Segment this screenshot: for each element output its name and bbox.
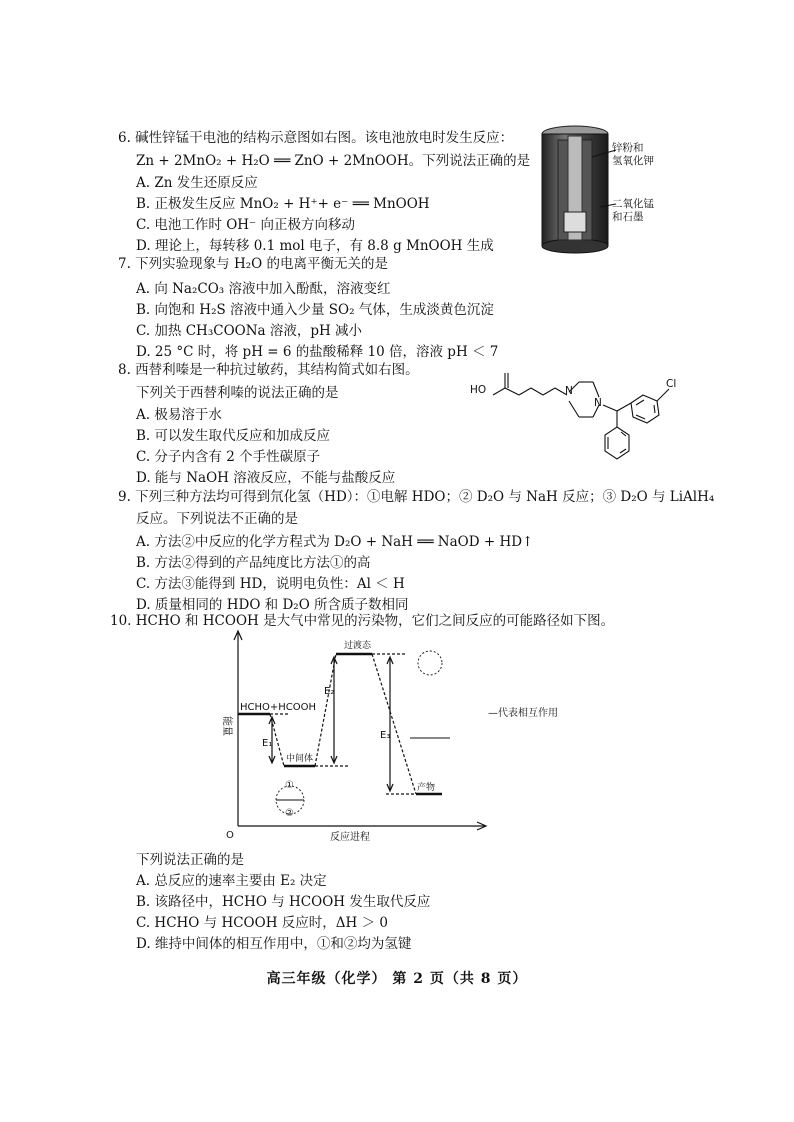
structure-label-n1: N: [565, 385, 573, 397]
product-label: 产物: [417, 783, 436, 793]
q9-option-b: B. 方法②得到的产品纯度比方法①的高: [136, 555, 371, 571]
q8-stem-line2: 下列关于西替利嗪的说法正确的是: [136, 385, 339, 401]
q8-option-c: C. 分子内含有 2 个手性碳原子: [136, 449, 321, 465]
intermediate-label: 中间体: [286, 754, 314, 764]
structure-label-n2: N: [594, 397, 602, 409]
q6-stem-line1: 6. 碱性锌锰干电池的结构示意图如右图。该电池放电时发生反应：: [118, 130, 514, 146]
q9-option-d: D. 质量相同的 HDO 和 D₂O 所含质子数相同: [136, 597, 409, 613]
q7-stem: 7. 下列实验现象与 H₂O 的电离平衡无关的是: [118, 256, 389, 272]
structure-label-ho: HO: [470, 384, 487, 396]
q8-option-a: A. 极易溶于水: [136, 407, 222, 423]
q6-option-a: A. Zn 发生还原反应: [136, 175, 258, 191]
q10-option-a: A. 总反应的速率主要由 E₂ 决定: [136, 873, 327, 889]
q6-option-d: D. 理论上，每转移 0.1 mol 电子，有 8.8 g MnOOH 生成: [136, 238, 494, 254]
q10-stem: 10. HCHO 和 HCOOH 是大气中常见的污染物，它们之间反应的可能路径如下图。: [110, 613, 615, 629]
energy-diagram: [220, 628, 590, 843]
q8-option-b: B. 可以发生取代反应和加成反应: [136, 428, 331, 444]
q10-sub-stem: 下列说法正确的是: [136, 852, 244, 868]
q10-option-d: D. 维持中间体的相互作用中，①和②均为氢键: [136, 936, 412, 952]
q9-stem-line1: 9. 下列三种方法均可得到氘化氢（HD）：①电解 HDO；② D₂O 与 NaH 反应；③ D₂O 与 LiAlH₄: [118, 489, 715, 505]
diagram-legend: —代表相互作用: [488, 708, 558, 719]
q8-option-d: D. 能与 NaOH 溶液反应，不能与盐酸反应: [136, 470, 396, 486]
reactants-label: HCHO+HCOOH: [240, 702, 317, 713]
structure-label-cl: Cl: [666, 378, 677, 390]
q10-option-c: C. HCHO 与 HCOOH 反应时，ΔH ＞ 0: [136, 915, 388, 931]
q7-option-b: B. 向饱和 H₂S 溶液中通入少量 SO₂ 气体，生成淡黄色沉淀: [136, 302, 494, 318]
q6-option-c: C. 电池工作时 OH⁻ 向正极方向移动: [136, 217, 355, 233]
q9-option-c: C. 方法③能得到 HD，说明电负性：Al ＜ H: [136, 576, 405, 592]
interaction-mark-2: ②: [285, 808, 294, 819]
q10-option-b: B. 该路径中，HCHO 与 HCOOH 发生取代反应: [136, 894, 431, 910]
q6-option-b: B. 正极发生反应 MnO₂ + H⁺+ e⁻ ══ MnOOH: [136, 196, 430, 212]
q7-option-a: A. 向 Na₂CO₃ 溶液中加入酚酞，溶液变红: [136, 281, 391, 297]
e2-label: E₂: [324, 686, 335, 697]
ylabel-energy: 能量: [221, 716, 232, 736]
e1-label: E₁: [262, 738, 273, 749]
q7-option-c: C. 加热 CH₃COONa 溶液，pH 减小: [136, 323, 363, 339]
q6-stem-line2: Zn + 2MnO₂ + H₂O ══ ZnO + 2MnOOH。下列说法正确的是: [136, 153, 531, 169]
transition-state-label: 过渡态: [344, 641, 372, 651]
q9-stem-line2: 反应。下列说法不正确的是: [136, 511, 298, 527]
origin-label: O: [226, 830, 234, 841]
battery-label-mno2: 二氧化锰: [612, 198, 654, 210]
page-footer: 高三年级（化学） 第 2 页（共 8 页）: [266, 971, 528, 987]
xlabel-progress: 反应进程: [330, 832, 370, 843]
battery-label-zn: 锌粉和: [612, 142, 644, 154]
cetirizine-structure: [465, 365, 695, 485]
e3-label: E₃: [380, 730, 391, 741]
q8-stem-line1: 8. 西替利嗪是一种抗过敏药，其结构简式如右图。: [118, 362, 419, 378]
q9-option-a: A. 方法②中反应的化学方程式为 D₂O + NaH ══ NaOD + HD↑: [136, 534, 534, 550]
q7-option-d: D. 25 °C 时，将 pH = 6 的盐酸稀释 10 倍，溶液 pH ＜ 7: [136, 344, 499, 360]
interaction-mark-1: ①: [285, 780, 294, 791]
battery-figure: [530, 122, 670, 257]
battery-label-graphite: 和石墨: [612, 211, 644, 223]
battery-label-koh: 氢氧化钾: [612, 155, 654, 167]
